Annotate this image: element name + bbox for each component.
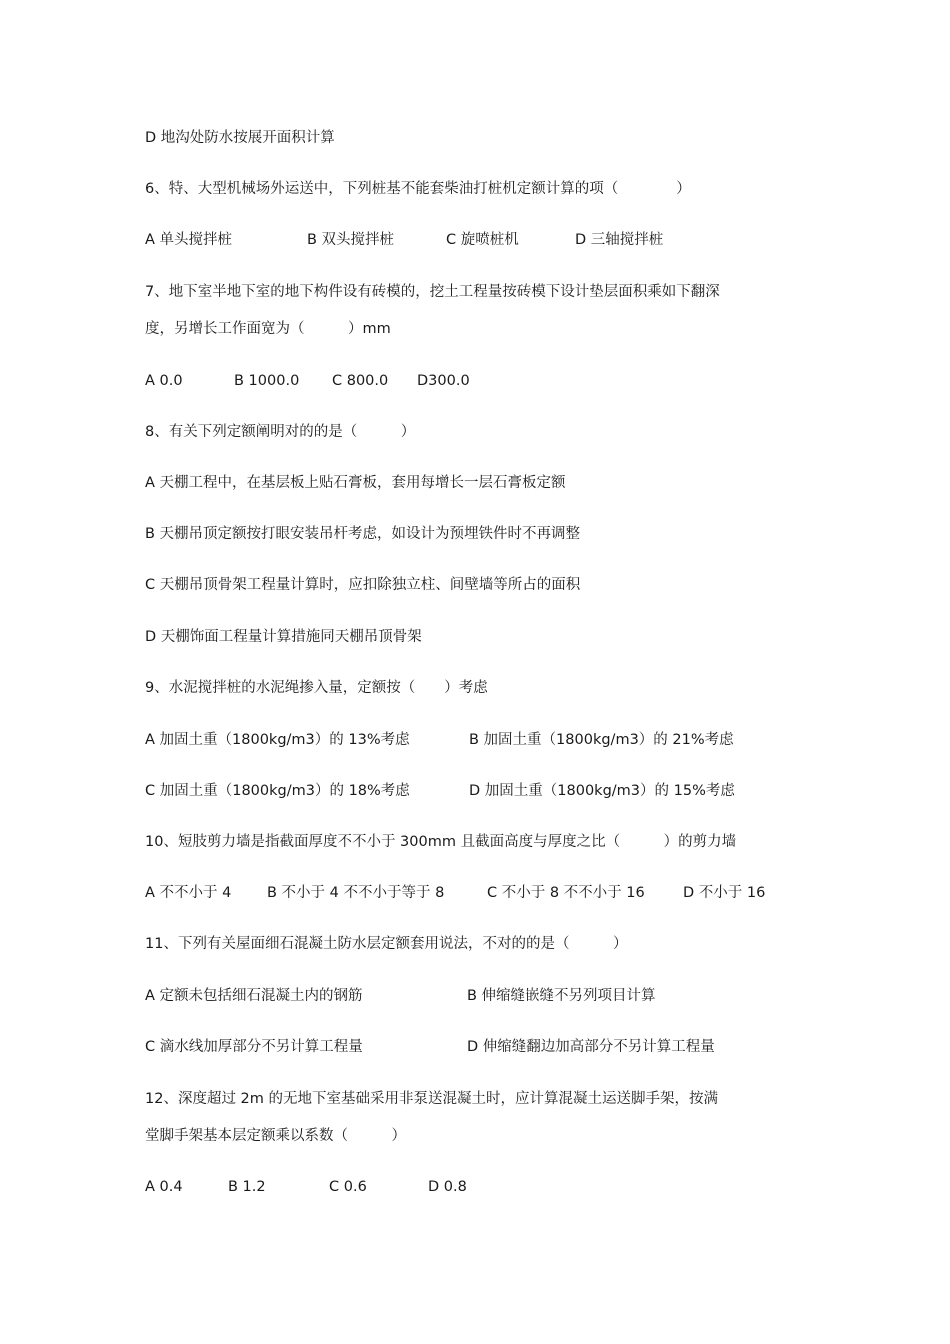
q11-option-b: B 伸缩缝嵌缝不另列项目计算 <box>467 988 656 1004</box>
q7-option-d: D300.0 <box>417 373 470 389</box>
q9-option-b: B 加固土重（1800kg/m3）的 21%考虑 <box>469 732 734 748</box>
q6-option-c: C 旋喷桩机 <box>446 232 519 248</box>
q11-option-d: D 伸缩缝翻边加高部分不另计算工程量 <box>467 1039 715 1055</box>
q6-option-d: D 三轴搅拌桩 <box>575 232 664 248</box>
q11-option-a: A 定额未包括细石混凝土内的钢筋 <box>145 988 363 1004</box>
q6-option-b: B 双头搅拌桩 <box>307 232 395 248</box>
q10-option-b: B 不小于 4 不不小于等于 8 <box>267 885 445 901</box>
q10-option-c: C 不小于 8 不不小于 16 <box>487 885 645 901</box>
q12-option-c: C 0.6 <box>329 1179 367 1195</box>
q12-stem-line1: 12、深度超过 2m 的无地下室基础采用非泵送混凝土时，应计算混凝土运送脚手架，按满 <box>145 1091 719 1107</box>
q9-option-d: D 加固土重（1800kg/m3）的 15%考虑 <box>469 783 735 799</box>
q10-stem: 10、短肢剪力墙是指截面厚度不不小于 300mm 且截面高度与厚度之比（ ）的剪力墙 <box>145 834 737 850</box>
q7-stem-line2: 度，另增长工作面宽为（ ）mm <box>145 321 391 337</box>
q8-option-b: B 天棚吊顶定额按打眼安装吊杆考虑，如设计为预埋铁件时不再调整 <box>145 526 581 542</box>
q12-option-a: A 0.4 <box>145 1179 183 1195</box>
q10-option-a: A 不不小于 4 <box>145 885 232 901</box>
q7-option-b: B 1000.0 <box>234 373 300 389</box>
q8-option-c: C 天棚吊顶骨架工程量计算时，应扣除独立柱、间壁墙等所占的面积 <box>145 577 581 593</box>
q11-option-c: C 滴水线加厚部分不另计算工程量 <box>145 1039 363 1055</box>
q8-stem: 8、有关下列定额阐明对的的是（ ） <box>145 424 416 440</box>
q12-option-d: D 0.8 <box>428 1179 467 1195</box>
q6-stem: 6、特、大型机械场外运送中，下列桩基不能套柴油打桩机定额计算的项（ ） <box>145 181 691 197</box>
q8-option-d: D 天棚饰面工程量计算措施同天棚吊顶骨架 <box>145 629 422 645</box>
q12-stem-line2: 堂脚手架基本层定额乘以系数（ ） <box>145 1128 406 1144</box>
q12-option-b: B 1.2 <box>228 1179 266 1195</box>
q9-stem: 9、水泥搅拌桩的水泥绳掺入量，定额按（ ）考虑 <box>145 680 488 696</box>
q9-option-c: C 加固土重（1800kg/m3）的 18%考虑 <box>145 783 410 799</box>
q6-option-a: A 单头搅拌桩 <box>145 232 233 248</box>
q7-option-a: A 0.0 <box>145 373 183 389</box>
q7-stem-line1: 7、地下室半地下室的地下构件设有砖模的，挖土工程量按砖模下设计垫层面积乘如下翻深 <box>145 284 720 300</box>
q11-stem: 11、下列有关屋面细石混凝土防水层定额套用说法，不对的的是（ ） <box>145 936 628 952</box>
q10-option-d: D 不小于 16 <box>683 885 766 901</box>
q5-option-d: D 地沟处防水按展开面积计算 <box>145 130 335 146</box>
q7-option-c: C 800.0 <box>332 373 389 389</box>
q8-option-a: A 天棚工程中，在基层板上贴石膏板，套用每增长一层石膏板定额 <box>145 475 566 491</box>
q9-option-a: A 加固土重（1800kg/m3）的 13%考虑 <box>145 732 410 748</box>
